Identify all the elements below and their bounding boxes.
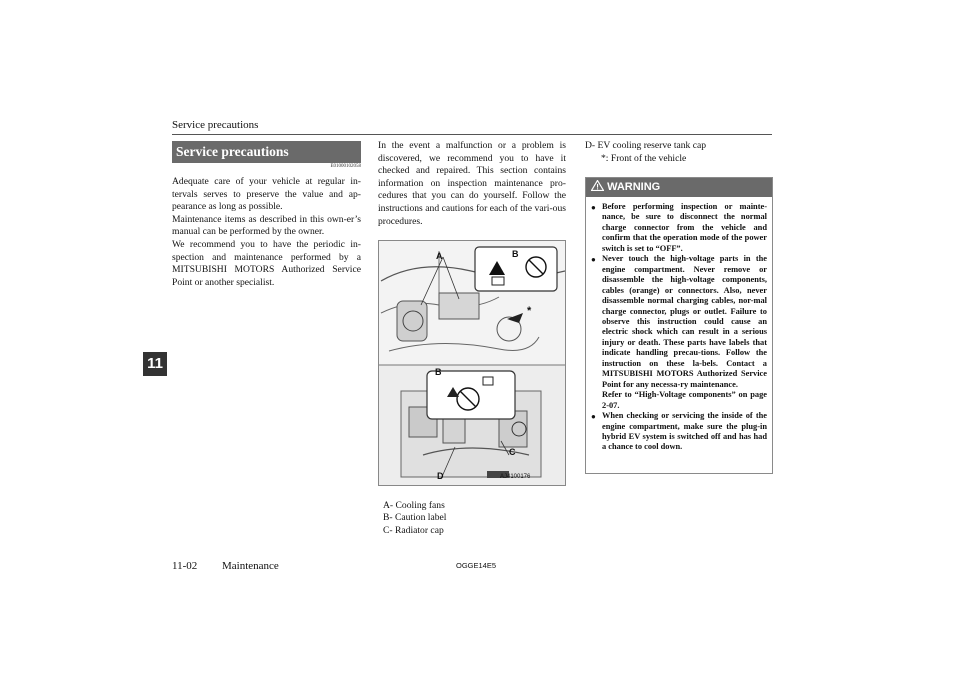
legend-continued — [585, 140, 772, 165]
legend-item-b: B- Caution label — [383, 512, 447, 524]
intro-text — [172, 176, 361, 289]
header-rule — [172, 134, 772, 135]
intro-paragraph-1: Adequate care of your vehicle at regular in-tervals serves to preserve the value and ap-pearance as long as possible. — [172, 176, 361, 213]
callout-c: C — [509, 447, 516, 457]
callout-d: D — [437, 471, 444, 481]
legend-item-c: C- Radiator cap — [383, 524, 444, 536]
warning-item-2: ● Never touch the high-voltage parts in the engine compartment. Never remove or disassemble the high-voltage components, cables (orange) or connectors. Also, never disassemble normal charging cables, nor-mal charge connector, plugs or outlet. Failure to observe this instruction could cause an electric shock which can result in a serious injury or death. These parts have labels that indicate handling precau-tions. Follow the instruction on these la-bels. Contact a MITSUBISHI MOTORS Authorized Service Point for any necessa-ry maintenance. Refer to “High-Voltage components” on page 2-07. — [591, 254, 767, 410]
warning-triangle-icon — [591, 180, 604, 191]
bullet-icon: ● — [591, 412, 596, 422]
chapter-tab: 11 — [143, 352, 167, 376]
warning-list — [586, 197, 772, 453]
engine-diagram — [379, 241, 565, 485]
section-title: Service precautions — [172, 141, 361, 163]
figure-legend — [383, 500, 563, 537]
figure-code: AJ4100176 — [500, 474, 531, 480]
callout-b-bottom: B — [435, 367, 442, 377]
section-code: E01000102058 — [330, 164, 361, 169]
warning-reference: Refer to “High-Voltage components” on page 2-07. — [602, 390, 767, 410]
front-arrow-star: * — [527, 305, 532, 317]
callout-b-top: B — [512, 249, 519, 259]
chapter-name: Maintenance — [222, 560, 279, 572]
warning-title: WARNING — [607, 181, 661, 193]
running-head: Service precautions — [172, 119, 259, 131]
engine-compartment-figure — [378, 240, 566, 486]
front-note: *: Front of the vehicle — [601, 152, 687, 164]
middle-paragraph: In the event a malfunction or a problem is discovered, we recommend you to have it checked and repaired. This section contains information on inspection maintenance pro-cedures that you can do yourself. Follow the instructions and cautions for each of the vari-ous procedures. — [378, 140, 566, 227]
callout-a: A — [436, 251, 443, 261]
bullet-icon: ● — [591, 255, 596, 265]
page-number: 11-02 — [172, 560, 198, 572]
warning-item-3: ● When checking or servicing the inside of the engine compartment, make sure the plug-in hybrid EV system is switched off and has had a chance to cool down. — [591, 411, 767, 452]
warning-header — [586, 178, 772, 197]
legend-item-a: A- Cooling fans — [383, 500, 445, 511]
document-code: OGGE14E5 — [456, 561, 497, 570]
warning-item-1: ● Before performing inspection or mainte-nance, be sure to disconnect the normal charge connector from the vehicle and confirm that the operation mode of the power switch is set to “OFF”. — [591, 202, 767, 253]
intro-paragraph-3: We recommend you to have the periodic in-spection and maintenance performed by a MITSUBISHI MOTORS Authorized Service Point or another specialist. — [172, 238, 361, 288]
intro-paragraph-2: Maintenance items as described in this own-er’s manual can be performed by the owner. — [172, 213, 361, 238]
warning-box — [585, 177, 773, 474]
bullet-icon: ● — [591, 203, 596, 212]
legend-item-d: D- EV cooling reserve tank cap — [585, 140, 707, 151]
